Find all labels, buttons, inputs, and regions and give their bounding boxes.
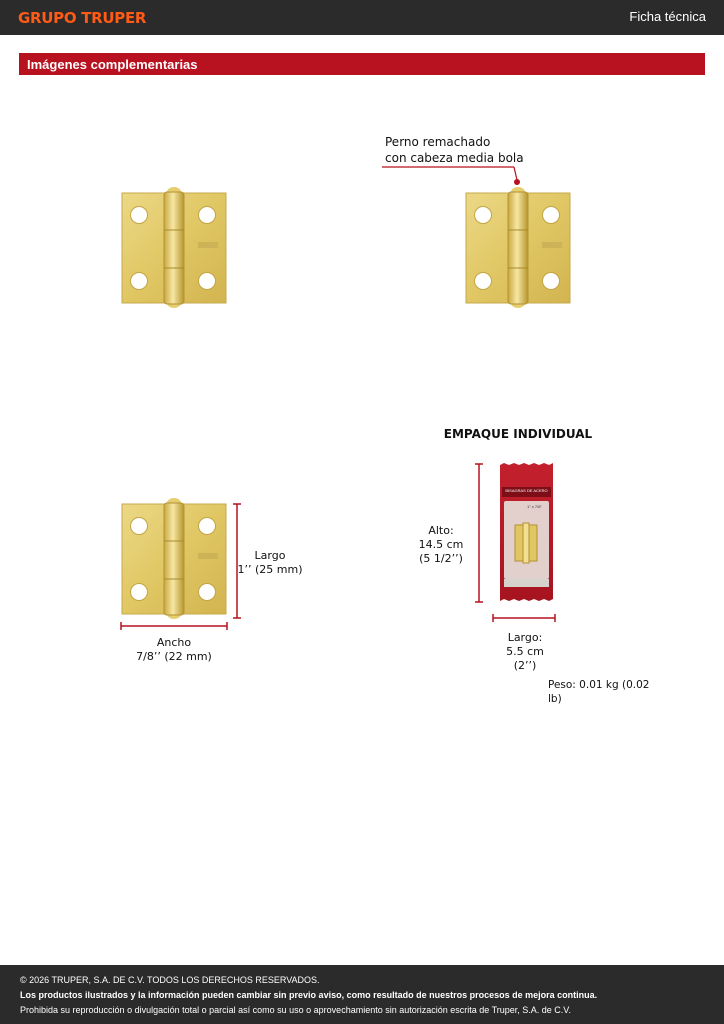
weight-label: Peso: 0.01 kg (0.02 lb) (548, 679, 650, 705)
alto-dimension-line (474, 463, 484, 603)
ancho-dimension-label (130, 636, 218, 664)
top-bar (0, 0, 724, 35)
package-largo-value: 5.5 cm (506, 645, 544, 658)
hinge-image-rivet-detail (462, 186, 574, 310)
alto-inches: (5 1/2’’) (419, 552, 463, 565)
largo-dimension-label (236, 549, 304, 577)
hinge-image-dimensions (118, 497, 230, 621)
brand-logo: GRUPO TRUPER (18, 9, 147, 27)
ancho-dimension-line (120, 621, 228, 631)
section-header (19, 53, 705, 75)
alto-dimension-label (413, 524, 469, 566)
package-largo-inches: (2’’) (513, 659, 537, 672)
largo-label: Largo (254, 549, 286, 562)
package-pack-title: BISAGRAS DE ACERO (505, 488, 548, 493)
footer-notice: Los productos ilustrados y la información pueden cambiar sin previo aviso, como resultado de nuestros procesos de mejora continua. (20, 990, 598, 1000)
package-largo-label (495, 631, 555, 673)
package-image (499, 463, 554, 601)
section-title: Imágenes complementarias (27, 57, 198, 72)
package-largo-dimension-line (492, 613, 556, 623)
ancho-label: Ancho (156, 636, 192, 649)
footer-copyright: © 2026 TRUPER, S.A. DE C.V. TODOS LOS DERECHOS RESERVADOS. (20, 975, 320, 985)
document-type: Ficha técnica (629, 9, 706, 24)
packaging-title: EMPAQUE INDIVIDUAL (443, 427, 593, 441)
callout-line-2: con cabeza media bola (385, 151, 524, 165)
footer (0, 965, 724, 1024)
footer-prohibition: Prohibida su reproducción o divulgación total o parcial así como su uso o aprovechamiento sin autorización escrita de Truper, S.A. de C.V. (20, 1005, 571, 1015)
alto-value: 14.5 cm (418, 538, 464, 551)
package-pack-size: 1" x 7/8" (527, 504, 542, 509)
hinge-image-front (118, 186, 230, 310)
ancho-value: 7/8’’ (22 mm) (136, 650, 212, 663)
largo-value: 1’’ (25 mm) (237, 563, 303, 576)
callout-line-1: Perno remachado (385, 135, 491, 149)
alto-label: Alto: (428, 524, 454, 537)
package-largo-title: Largo: (507, 631, 543, 644)
